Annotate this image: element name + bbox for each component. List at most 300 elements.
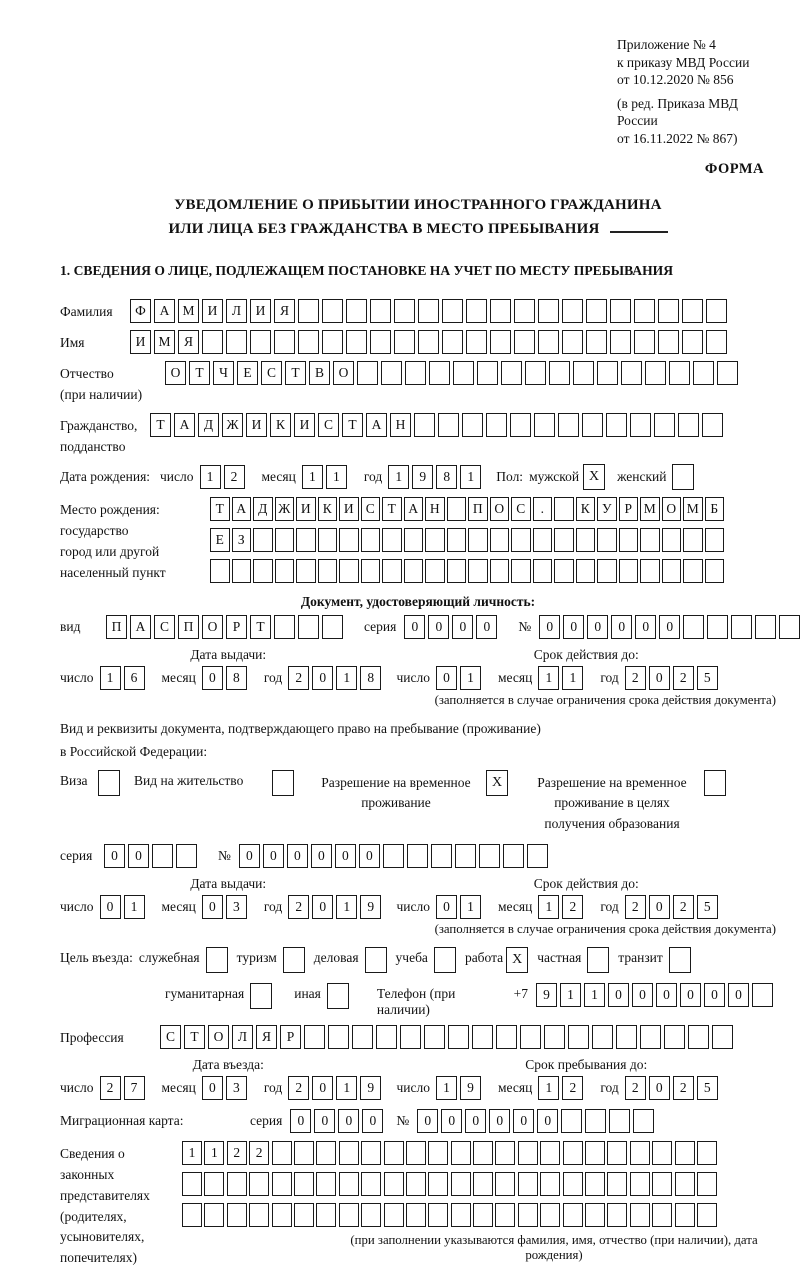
profession-cells[interactable] [160,1025,736,1049]
char-cell[interactable] [294,1172,314,1196]
char-cell[interactable] [707,615,728,639]
char-cell[interactable] [755,615,776,639]
char-cell[interactable]: Л [226,299,247,323]
char-cell[interactable] [693,361,714,385]
checkbox-residence-permit[interactable] [272,770,294,796]
char-cell[interactable] [610,330,631,354]
char-cell[interactable]: С [361,497,381,521]
checkbox-sex-female[interactable] [672,464,694,490]
char-cell[interactable]: А [366,413,387,437]
char-cell[interactable]: 8 [226,666,247,690]
char-cell[interactable]: А [174,413,195,437]
checkbox-purpose-private[interactable] [587,947,609,973]
char-cell[interactable]: А [232,497,252,521]
char-cell[interactable] [662,528,682,552]
char-cell[interactable] [322,299,343,323]
char-cell[interactable]: И [294,413,315,437]
char-cell[interactable] [525,361,546,385]
char-cell[interactable] [683,528,703,552]
char-cell[interactable] [405,361,426,385]
char-cell[interactable] [451,1172,471,1196]
char-cell[interactable] [404,559,424,583]
char-cell[interactable] [503,844,524,868]
char-cell[interactable] [562,330,583,354]
char-cell[interactable] [204,1172,224,1196]
char-cell[interactable] [585,1203,605,1227]
char-cell[interactable] [563,1203,583,1227]
char-cell[interactable] [453,361,474,385]
char-cell[interactable]: 2 [673,666,694,690]
char-cell[interactable] [582,413,603,437]
char-cell[interactable] [549,361,570,385]
char-cell[interactable] [274,615,295,639]
char-cell[interactable] [554,497,574,521]
char-cell[interactable] [640,528,660,552]
char-cell[interactable] [473,1172,493,1196]
surname-cells[interactable] [130,299,730,323]
char-cell[interactable]: 0 [635,615,656,639]
given-name-cells[interactable] [130,330,730,354]
char-cell[interactable] [226,330,247,354]
char-cell[interactable]: У [597,497,617,521]
char-cell[interactable] [304,1025,325,1049]
char-cell[interactable]: 8 [436,465,457,489]
char-cell[interactable]: 0 [537,1109,558,1133]
char-cell[interactable]: 1 [182,1141,202,1165]
char-cell[interactable] [490,299,511,323]
char-cell[interactable] [705,559,725,583]
char-cell[interactable]: Т [342,413,363,437]
char-cell[interactable]: 0 [312,1076,333,1100]
char-cell[interactable]: 0 [539,615,560,639]
char-cell[interactable] [573,361,594,385]
char-cell[interactable]: О [490,497,510,521]
residence-series-cells[interactable] [104,844,200,868]
char-cell[interactable] [520,1025,541,1049]
char-cell[interactable] [232,559,252,583]
char-cell[interactable] [682,299,703,323]
char-cell[interactable] [652,1203,672,1227]
char-cell[interactable]: 0 [656,983,677,1007]
char-cell[interactable]: Р [619,497,639,521]
char-cell[interactable] [675,1172,695,1196]
char-cell[interactable] [275,559,295,583]
char-cell[interactable] [249,1172,269,1196]
char-cell[interactable]: 3 [226,895,247,919]
char-cell[interactable]: Н [390,413,411,437]
char-cell[interactable]: 1 [436,1076,457,1100]
char-cell[interactable] [447,528,467,552]
char-cell[interactable]: 1 [336,895,357,919]
char-cell[interactable]: 2 [673,895,694,919]
char-cell[interactable]: 0 [202,895,223,919]
char-cell[interactable]: Т [250,615,271,639]
char-cell[interactable] [339,1172,359,1196]
char-cell[interactable] [404,528,424,552]
char-cell[interactable] [664,1025,685,1049]
char-cell[interactable] [394,330,415,354]
char-cell[interactable] [182,1172,202,1196]
char-cell[interactable] [357,361,378,385]
char-cell[interactable]: С [261,361,282,385]
char-cell[interactable] [227,1172,247,1196]
char-cell[interactable] [298,615,319,639]
char-cell[interactable] [370,330,391,354]
char-cell[interactable] [210,559,230,583]
char-cell[interactable] [544,1025,565,1049]
char-cell[interactable]: 1 [336,666,357,690]
char-cell[interactable] [448,1025,469,1049]
char-cell[interactable] [634,299,655,323]
representatives-cells-row3[interactable] [182,1203,776,1227]
char-cell[interactable]: 1 [302,465,323,489]
char-cell[interactable] [462,413,483,437]
identity-series-cells[interactable] [404,615,500,639]
char-cell[interactable] [479,844,500,868]
char-cell[interactable] [473,1203,493,1227]
char-cell[interactable] [538,330,559,354]
char-cell[interactable] [339,559,359,583]
char-cell[interactable] [697,1141,717,1165]
char-cell[interactable]: И [250,299,271,323]
char-cell[interactable] [298,330,319,354]
char-cell[interactable] [607,1203,627,1227]
char-cell[interactable] [486,413,507,437]
char-cell[interactable]: Л [232,1025,253,1049]
char-cell[interactable]: П [468,497,488,521]
char-cell[interactable]: 2 [249,1141,269,1165]
char-cell[interactable] [640,559,660,583]
char-cell[interactable] [702,413,723,437]
char-cell[interactable] [316,1172,336,1196]
char-cell[interactable]: 2 [625,666,646,690]
char-cell[interactable] [428,1203,448,1227]
char-cell[interactable]: А [154,299,175,323]
char-cell[interactable] [495,1172,515,1196]
char-cell[interactable]: 9 [412,465,433,489]
phone-cells[interactable] [536,983,776,1007]
char-cell[interactable]: 1 [326,465,347,489]
char-cell[interactable]: 1 [460,895,481,919]
char-cell[interactable] [316,1141,336,1165]
char-cell[interactable]: 0 [587,615,608,639]
char-cell[interactable]: Я [256,1025,277,1049]
char-cell[interactable] [431,844,452,868]
char-cell[interactable]: Р [226,615,247,639]
char-cell[interactable]: 0 [465,1109,486,1133]
char-cell[interactable]: 0 [263,844,284,868]
char-cell[interactable]: А [404,497,424,521]
char-cell[interactable] [585,1109,606,1133]
residence-issue-cells[interactable] [60,895,384,919]
char-cell[interactable]: Н [425,497,445,521]
checkbox-visa[interactable] [98,770,120,796]
char-cell[interactable] [630,1172,650,1196]
char-cell[interactable]: 0 [290,1109,311,1133]
char-cell[interactable]: 1 [204,1141,224,1165]
char-cell[interactable] [272,1203,292,1227]
patronymic-cells[interactable] [165,361,741,385]
char-cell[interactable]: 0 [312,895,333,919]
char-cell[interactable] [576,528,596,552]
char-cell[interactable] [607,1141,627,1165]
char-cell[interactable]: И [339,497,359,521]
char-cell[interactable] [682,330,703,354]
char-cell[interactable] [514,299,535,323]
char-cell[interactable] [406,1172,426,1196]
char-cell[interactable] [514,330,535,354]
char-cell[interactable] [425,528,445,552]
char-cell[interactable] [328,1025,349,1049]
char-cell[interactable]: К [270,413,291,437]
char-cell[interactable] [468,528,488,552]
char-cell[interactable] [640,1025,661,1049]
char-cell[interactable] [428,1141,448,1165]
char-cell[interactable]: 0 [335,844,356,868]
char-cell[interactable]: 0 [704,983,725,1007]
char-cell[interactable] [253,559,273,583]
char-cell[interactable]: 0 [632,983,653,1007]
char-cell[interactable]: 9 [536,983,557,1007]
char-cell[interactable]: О [208,1025,229,1049]
char-cell[interactable]: 0 [338,1109,359,1133]
identity-number-cells[interactable] [539,615,803,639]
char-cell[interactable] [518,1172,538,1196]
char-cell[interactable] [204,1203,224,1227]
char-cell[interactable] [630,1203,650,1227]
char-cell[interactable] [442,299,463,323]
char-cell[interactable]: 1 [388,465,409,489]
char-cell[interactable] [495,1141,515,1165]
char-cell[interactable] [361,528,381,552]
char-cell[interactable]: 1 [336,1076,357,1100]
residence-number-cells[interactable] [239,844,551,868]
char-cell[interactable] [339,1203,359,1227]
char-cell[interactable]: 0 [649,1076,670,1100]
char-cell[interactable] [442,330,463,354]
checkbox-purpose-business[interactable] [365,947,387,973]
char-cell[interactable] [609,1109,630,1133]
char-cell[interactable] [272,1141,292,1165]
char-cell[interactable] [501,361,522,385]
char-cell[interactable]: 1 [538,895,559,919]
char-cell[interactable]: 0 [311,844,332,868]
char-cell[interactable] [597,528,617,552]
char-cell[interactable]: 0 [100,895,121,919]
char-cell[interactable] [610,299,631,323]
char-cell[interactable]: 0 [436,666,457,690]
char-cell[interactable] [316,1203,336,1227]
char-cell[interactable] [621,361,642,385]
char-cell[interactable]: 0 [659,615,680,639]
char-cell[interactable] [669,361,690,385]
char-cell[interactable] [712,1025,733,1049]
char-cell[interactable] [447,559,467,583]
char-cell[interactable]: 1 [538,1076,559,1100]
char-cell[interactable] [406,1203,426,1227]
char-cell[interactable]: 2 [625,895,646,919]
char-cell[interactable]: 0 [404,615,425,639]
char-cell[interactable]: 0 [239,844,260,868]
char-cell[interactable] [561,1109,582,1133]
char-cell[interactable] [533,528,553,552]
char-cell[interactable] [272,1172,292,1196]
char-cell[interactable] [477,361,498,385]
char-cell[interactable] [296,528,316,552]
char-cell[interactable]: 2 [288,666,309,690]
checkbox-purpose-official[interactable] [206,947,228,973]
checkbox-temp-residence-education[interactable] [704,770,726,796]
char-cell[interactable]: М [683,497,703,521]
char-cell[interactable]: Т [150,413,171,437]
char-cell[interactable]: Д [198,413,219,437]
char-cell[interactable] [634,330,655,354]
char-cell[interactable]: 5 [697,1076,718,1100]
char-cell[interactable] [152,844,173,868]
char-cell[interactable]: В [309,361,330,385]
char-cell[interactable]: 1 [460,465,481,489]
char-cell[interactable] [466,330,487,354]
char-cell[interactable] [294,1203,314,1227]
char-cell[interactable] [705,528,725,552]
representatives-cells-row1[interactable] [182,1141,776,1165]
char-cell[interactable]: 2 [625,1076,646,1100]
char-cell[interactable]: 0 [441,1109,462,1133]
char-cell[interactable]: 5 [697,666,718,690]
char-cell[interactable]: И [202,299,223,323]
char-cell[interactable] [540,1141,560,1165]
char-cell[interactable] [249,1203,269,1227]
char-cell[interactable]: 0 [417,1109,438,1133]
char-cell[interactable] [361,1172,381,1196]
char-cell[interactable] [370,299,391,323]
char-cell[interactable] [630,413,651,437]
char-cell[interactable] [383,844,404,868]
char-cell[interactable]: 0 [680,983,701,1007]
char-cell[interactable] [658,330,679,354]
char-cell[interactable]: Ч [213,361,234,385]
char-cell[interactable] [652,1141,672,1165]
char-cell[interactable]: 1 [460,666,481,690]
char-cell[interactable]: 9 [360,1076,381,1100]
char-cell[interactable] [630,1141,650,1165]
identity-kind-cells[interactable] [106,615,346,639]
checkbox-purpose-other[interactable] [327,983,349,1009]
char-cell[interactable]: 5 [697,895,718,919]
char-cell[interactable]: Ж [275,497,295,521]
char-cell[interactable] [490,559,510,583]
char-cell[interactable] [540,1203,560,1227]
char-cell[interactable]: Я [274,299,295,323]
char-cell[interactable] [414,413,435,437]
char-cell[interactable] [562,299,583,323]
char-cell[interactable]: Т [285,361,306,385]
char-cell[interactable]: 0 [513,1109,534,1133]
char-cell[interactable] [527,844,548,868]
char-cell[interactable]: И [130,330,151,354]
char-cell[interactable]: 2 [673,1076,694,1100]
char-cell[interactable]: 1 [124,895,145,919]
char-cell[interactable] [568,1025,589,1049]
char-cell[interactable] [407,844,428,868]
char-cell[interactable] [361,1203,381,1227]
char-cell[interactable] [563,1141,583,1165]
char-cell[interactable]: О [165,361,186,385]
identity-valid-cells[interactable] [397,666,721,690]
char-cell[interactable]: 1 [200,465,221,489]
residence-valid-cells[interactable] [397,895,721,919]
char-cell[interactable]: 0 [608,983,629,1007]
char-cell[interactable] [518,1141,538,1165]
char-cell[interactable] [558,413,579,437]
char-cell[interactable]: И [246,413,267,437]
checkbox-purpose-humanitarian[interactable] [250,983,272,1009]
char-cell[interactable]: О [333,361,354,385]
char-cell[interactable]: 2 [562,895,583,919]
char-cell[interactable]: 1 [100,666,121,690]
char-cell[interactable]: М [178,299,199,323]
char-cell[interactable] [394,299,415,323]
char-cell[interactable] [688,1025,709,1049]
char-cell[interactable] [381,361,402,385]
char-cell[interactable]: 0 [312,666,333,690]
char-cell[interactable]: 2 [100,1076,121,1100]
char-cell[interactable]: А [130,615,151,639]
char-cell[interactable]: 6 [124,666,145,690]
char-cell[interactable] [406,1141,426,1165]
char-cell[interactable]: 2 [288,895,309,919]
char-cell[interactable] [683,615,704,639]
char-cell[interactable] [227,1203,247,1227]
char-cell[interactable]: 0 [452,615,473,639]
char-cell[interactable] [424,1025,445,1049]
char-cell[interactable] [563,1172,583,1196]
char-cell[interactable]: 0 [649,666,670,690]
char-cell[interactable]: С [511,497,531,521]
char-cell[interactable]: 0 [649,895,670,919]
char-cell[interactable] [495,1203,515,1227]
char-cell[interactable] [511,559,531,583]
birth-place-cells-row3[interactable] [210,559,726,583]
char-cell[interactable] [533,559,553,583]
char-cell[interactable]: Ф [130,299,151,323]
char-cell[interactable] [182,1203,202,1227]
char-cell[interactable]: Е [237,361,258,385]
char-cell[interactable] [468,559,488,583]
char-cell[interactable]: 1 [538,666,559,690]
char-cell[interactable] [253,528,273,552]
birth-place-cells-row1[interactable] [210,497,726,521]
char-cell[interactable] [697,1172,717,1196]
char-cell[interactable] [473,1141,493,1165]
entry-date-cells[interactable] [60,1076,384,1100]
char-cell[interactable]: Р [280,1025,301,1049]
char-cell[interactable] [472,1025,493,1049]
char-cell[interactable] [428,1172,448,1196]
char-cell[interactable] [616,1025,637,1049]
char-cell[interactable] [294,1141,314,1165]
char-cell[interactable] [606,413,627,437]
char-cell[interactable]: Т [189,361,210,385]
char-cell[interactable]: Е [210,528,230,552]
char-cell[interactable] [540,1172,560,1196]
char-cell[interactable]: 0 [104,844,125,868]
char-cell[interactable] [339,528,359,552]
char-cell[interactable] [675,1203,695,1227]
char-cell[interactable] [298,299,319,323]
char-cell[interactable] [438,413,459,437]
char-cell[interactable]: О [202,615,223,639]
